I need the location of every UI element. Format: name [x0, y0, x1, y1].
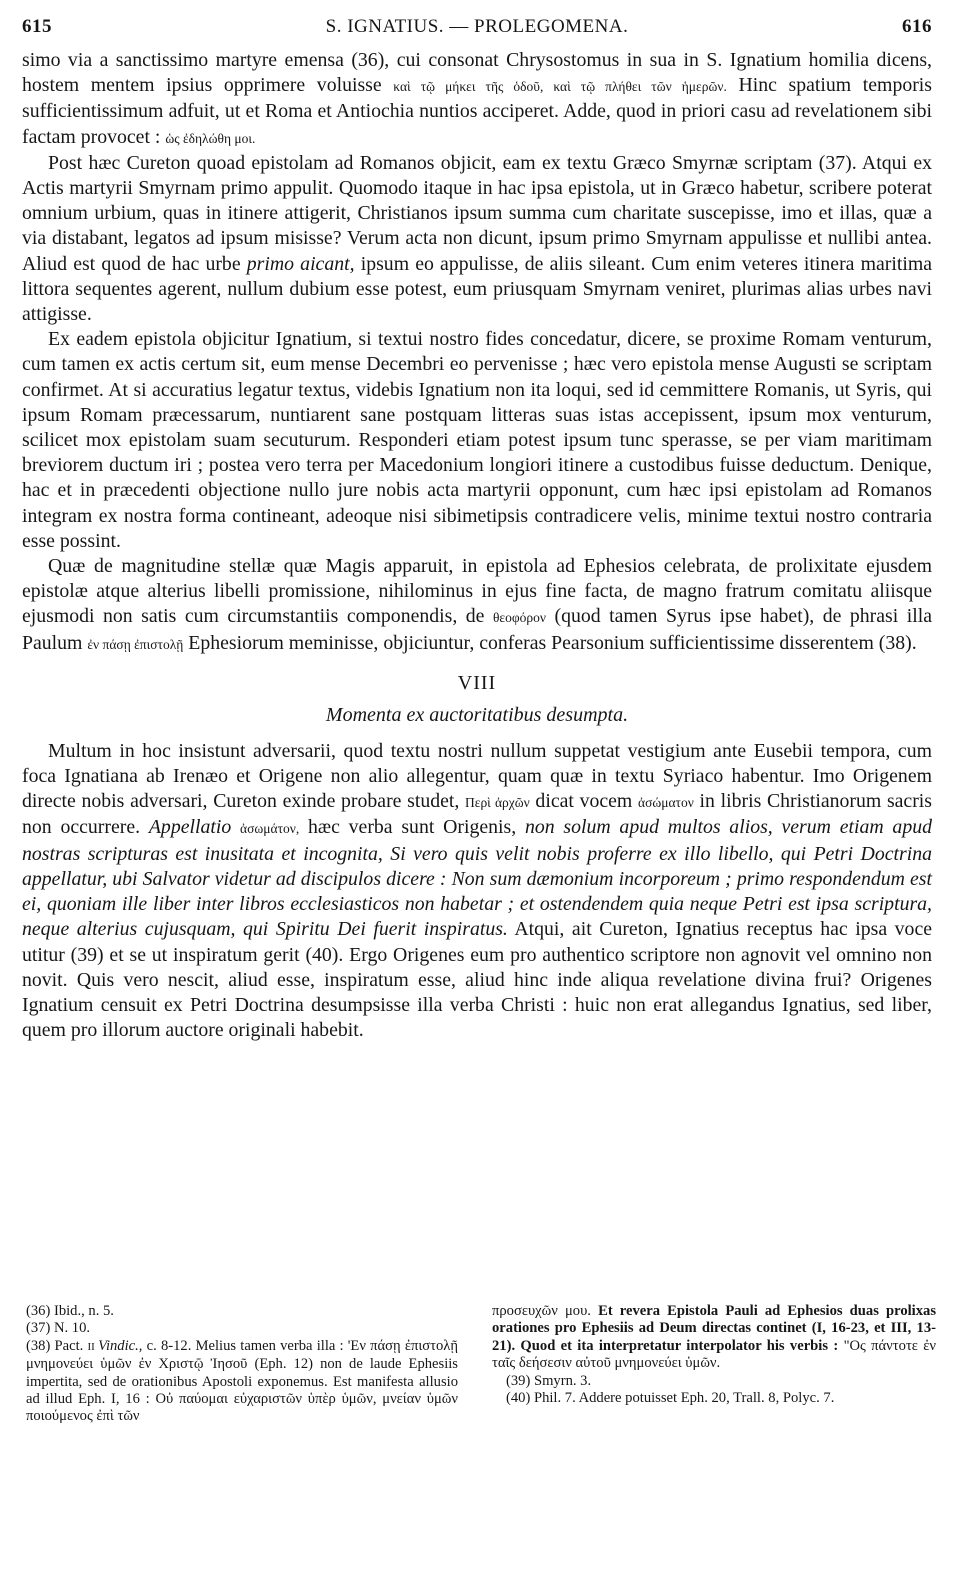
text: Atqui, ait Cureton, Ignatius receptus hac ipsa voce utitur (39) et se ut inspiratum gerit (40). Ergo Origenes eum pro authentico scriptore non agnovit vel omnino non novit. Quis vero nescit, aliud esse, inspiratum esse, aliud hinc inde aliqua revelatione divina frui? Origenes Ignatium censuit ex Petri Doctrina desumpsisse illa verba Christi : huic non erat allegandus Ignatius, sed liber, quem pro illorum auctore originali habebit. [22, 918, 932, 1042]
text: (Eph. 12) non de laude Ephesiis impertita, sed de orationibus Apostoli exponemus. Est manifesta allusio ad illud Eph. I, 16 : [26, 1356, 458, 1408]
greek-word: θεοφόρον [492, 610, 546, 626]
running-title: S. IGNATIUS. — PROLEGOMENA. [325, 16, 629, 37]
running-header [22, 16, 932, 46]
footnote-38-continued [492, 1303, 936, 1373]
greek-phrase: ἐν πάσῃ ἐπιστολῇ [87, 636, 184, 652]
text: hæc verba sunt Origenis, [299, 816, 525, 839]
page-number-right: 616 [902, 16, 932, 37]
paragraph-3: Ex eadem epistola objicitur Ignatium, si textui nostro fides concedatur, dicere, se proxime Romam venturum, cum tamen ex actis certum sit, eum mense Decembri eo pervenisse ; hæc vero epistola mense Augusti se scriptam confirmet. At si accuratius legatur textus, videbis Ignatium non ita loqui, sed id cemmittere Romanis, ut Syris, qui ipsum Romam præcessarum, nuntiarent sane postquam litteras suas istas accepissent, ipsum mox venturum, scilicet mox epistolam suam secuturum. Responderi etiam potest ipsum tunc sperasse, se per viam maritimam breviorem ductum iri ; postea vero terra per Macedonium longiori itinere a custodibus fuisse deductum. Denique, hac et in præcedenti objectione nullo jure nobis acta martyrii opponunt, cum hæc ipsi epistolam ad Romanos integram ex nostra forma contineant, adeoque nisi sibimetipsis contradicere velis, minime textui nostro contraria esse possint. [22, 328, 932, 552]
greek-quote: "Ος πάντοτε ἐν ταῖς δεήσεσιν αὐτοῦ μνημονεύει ὑμῶν. [492, 1337, 936, 1372]
footnote-36: (36) Ibid., n. 5. [26, 1303, 114, 1319]
italic-text: Vindic. [98, 1337, 139, 1354]
greek-title: Περὶ ἀρχῶν [465, 795, 530, 811]
page-number-left: 615 [22, 16, 52, 37]
text: Quæ de magnitudine stellæ quæ Magis apparuit, in epistola ad Ephesios celebrata, de prolixitate ejusdem epistolæ atque alterius libelli promissione, nihilominus in ejus fine facta, de magno fratrum comitatu aliisque ejusmodi non satis cum circumstantiis componendis, de [22, 555, 932, 628]
section-number: VIII [457, 671, 497, 694]
greek-quote: 'Εν πάσῃ ἐπιστολῇ μνημονεύει ὑμῶν ἐν Χριστῷ Ἰησοῦ [26, 1337, 458, 1373]
page [22, 16, 932, 1043]
footnotes-right-column [492, 1303, 936, 1407]
text: (quod tamen Syrus ipse habet), de phrasi illa Paulum [22, 605, 932, 654]
footnote-40: (40) Phil. 7. Addere potuisset Eph. 20, Trall. 8, Polyc. 7. [506, 1390, 835, 1407]
text: Multum in hoc insistunt adversarii, quod textu nostri nullum suppetat vestigium ante Eusebii tempora, cum foca Ignatiana ab Irenæo et Origene non alio allegentur, quam quæ in textu Syriaco habentur. Imo Origenem directe nobis adversari, Cureton exinde probare studet, [22, 739, 932, 813]
text: , c. 8-12. Melius tamen verba illa : [138, 1337, 348, 1354]
text: (38) Pact. [26, 1337, 88, 1354]
footnote-37: (37) N. 10. [26, 1320, 91, 1337]
greek-word: ἀσώματον [638, 795, 694, 811]
section-title: Momenta ex auctoritatibus desumpta. [325, 703, 629, 726]
greek-quote: Οὐ παύομαι εὐχαριστῶν ὑπὲρ ὑμῶν, μνείαν ὑμῶν ποιούμενος ἐπὶ τῶν [26, 1391, 458, 1425]
text: Et revera Epistola Pauli ad Ephesios duas prolixas orationes pro Ephesiis ad Deum directas continet (I, 16-23, et III, 13-21). Quod et ita interpretatur interpolator his verbis : [492, 1303, 936, 1354]
main-text [22, 48, 932, 1043]
paragraph-5 [22, 739, 932, 1043]
greek-quote: καὶ τῷ μήκει τῆς ὁδοῦ, καὶ τῷ πλήθει τῶν ἡμερῶν. [393, 79, 727, 95]
paragraph-1 [22, 48, 932, 151]
greek-quote: προσευχῶν μου. [492, 1303, 591, 1319]
footnote-39: (39) Smyrn. 3. [506, 1372, 592, 1389]
italic-quotation: non solum apud multos alios, verum etiam apud nostras scripturas est inusitata et incognita, Si vero quis velit nobis proferre ex illo libello, qui Petri Doctrina appellatur, ubi Salvator videtur ad discipulos dicere : Non sum dæmonium incorporeum ; primo respondendum est ei, quoniam ille liber inter libros ecclesiasticos non habetar ; et ostendendem quia neque Petri est ipsa scriptura, neque alterius cujusquam, qui Spiritu Dei fuerit inspiratus. [22, 816, 932, 941]
text: II [87, 1340, 99, 1353]
text: Post hæc Cureton quoad epistolam ad Romanos objicit, eam ex textu Græco Smyrnæ scriptam (37). Atqui ex Actis martyrii Smyrnam primo appulit. Quomodo itaque in hac ipsa epistola, ut in Græco habetur, scribere poterat omnium urbium, quas in itinere attigerit, Christianos ipsum summa cum charitate suscepisse, imo et illas, quæ a via distabant, legatos ad ipsum misisse? Verum acta non dicunt, ipsum primo Smyrnam appulisse et nullibi antea. Aliud est quod de hac urbe [22, 151, 932, 275]
text: Ephesiorum meminisse, objiciuntur, conferas Pearsonium sufficientissime disserentem (38). [183, 631, 917, 654]
text: simo via a sanctissimo martyre emensa (36), cui consonat Chrysostomus in sua in S. Ignatium homilia dicens, hostem mentem ipsius opprimere voluisse [22, 49, 932, 97]
text: dicat vocem [529, 790, 638, 813]
text: ipsum eo appulisse, de aliis sileant. Cum enim veteres itinera maritima littora sequentes agerent, nullum dubium esse potest, eum priusquam Smyrnam veniret, plurimas alias urbes navi attigisse. [22, 252, 932, 326]
paragraph-2 [22, 151, 932, 327]
text: in libris Christianorum sacris non occurrere. [22, 790, 932, 839]
greek-quote: ὡς ἐδηλώθη μοι. [165, 130, 256, 146]
italic-text: primo aicant, [246, 252, 355, 275]
italic-text: Appellatio [148, 816, 241, 839]
paragraph-4 [22, 554, 932, 657]
greek-word: ἀσωμάτον, [240, 821, 300, 837]
text: Hinc spatium temporis sufficientissimum adfuit, ut et Roma et Antiochia nuntios acciperet. Adde, quod in priori casu ad revelationem sibi factam provocet : [22, 74, 933, 148]
footnotes-left-column [26, 1303, 458, 1426]
footnote-38 [26, 1338, 458, 1426]
